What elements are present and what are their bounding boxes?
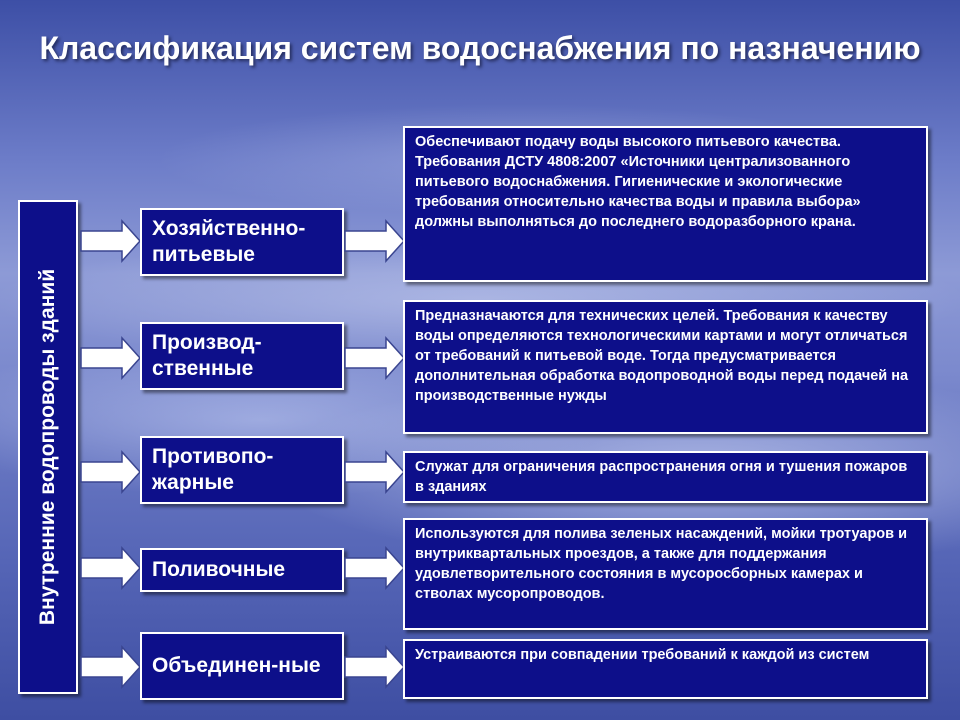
arrow-right-icon [344, 450, 406, 494]
category-box [140, 208, 344, 276]
description-box [403, 126, 928, 282]
description-box [403, 451, 928, 503]
arrow-right-icon [80, 546, 142, 590]
sidebar-label-box [18, 200, 78, 694]
arrow-right-icon [344, 219, 406, 263]
category-box [140, 322, 344, 390]
category-box [140, 436, 344, 504]
description-box [403, 300, 928, 434]
category-label: Хозяйственно-питьевые [152, 217, 306, 266]
category-box [140, 548, 344, 592]
description-text: Предназначаются для технических целей. Требования к качеству воды определяются технологическими картами и могут отличаться от требований к питьевой воде. Тогда предусматривается дополнительная обработка водопроводной воды перед подачей на производственные нужды [415, 308, 909, 404]
arrow-right-icon [344, 645, 406, 689]
description-box [403, 639, 928, 699]
page-title: Классификация систем водоснабжения по назначению [39, 30, 921, 66]
category-label: Поливочные [152, 558, 286, 581]
description-text: Устраиваются при совпадении требований к каждой из систем [415, 647, 870, 663]
description-box [403, 518, 928, 630]
arrow-right-icon [80, 336, 142, 380]
arrow-right-icon [80, 450, 142, 494]
description-text: Служат для ограничения распространения огня и тушения пожаров в зданиях [415, 459, 908, 495]
description-text: Обеспечивают подачу воды высокого питьевого качества. Требования ДСТУ 4808:2007 «Источники централизованного питьевого водоснабжения. Гигиенические и экологические требования относительно качества воды и правила выбора» должны выполняться до последнего водоразборного крана. [415, 134, 861, 230]
arrow-right-icon [80, 219, 142, 263]
category-label: Производ-ственные [152, 331, 262, 380]
category-label: Объединен-ные [152, 654, 321, 677]
category-label: Противопо-жарные [152, 445, 274, 494]
arrow-right-icon [344, 546, 406, 590]
description-text: Используются для полива зеленых насаждений, мойки тротуаров и внутриквартальных проездов, а также для поддержания удовлетворительного состояния в мусоросборных камерах и стволах мусоропроводов. [415, 526, 908, 602]
arrow-right-icon [344, 336, 406, 380]
sidebar-label: Внутренние водопроводы зданий [36, 268, 59, 626]
category-box [140, 632, 344, 700]
arrow-right-icon [80, 645, 142, 689]
